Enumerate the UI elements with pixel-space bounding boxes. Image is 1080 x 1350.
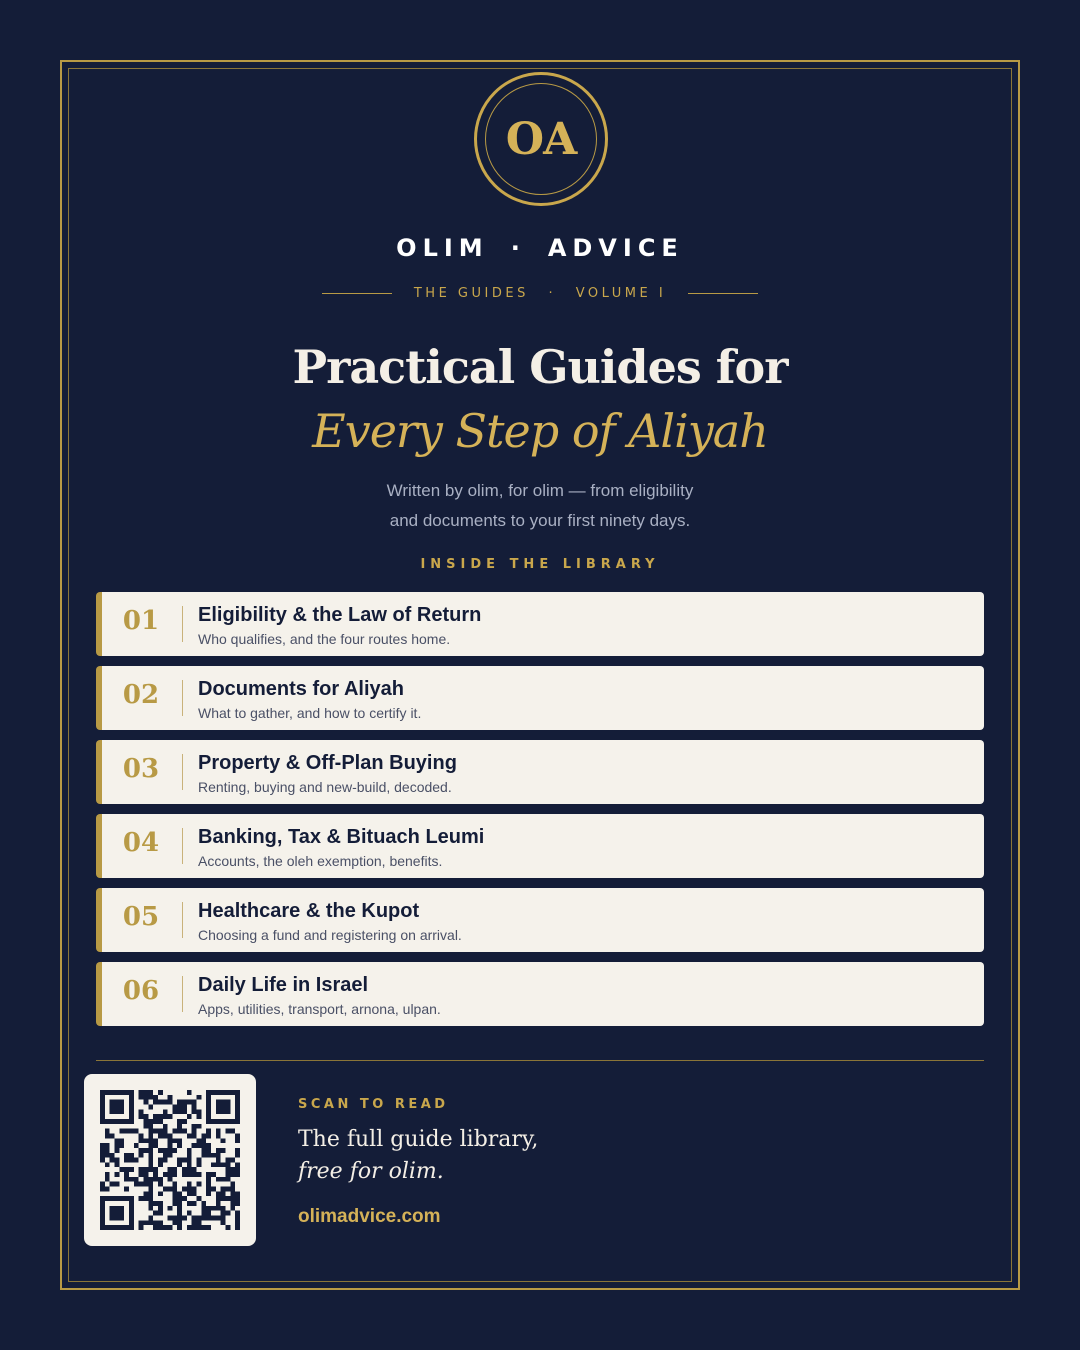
logo-monogram: OA — [485, 83, 597, 195]
guide-divider — [182, 606, 183, 642]
guide-number: 01 — [122, 606, 160, 636]
guide-title: Banking, Tax & Bituach Leumi — [198, 826, 485, 848]
guide-description: What to gather, and how to certify it. — [198, 705, 422, 721]
brand-left: OLIM — [396, 234, 489, 262]
guide-title: Eligibility & the Law of Return — [198, 604, 482, 626]
guide-title: Daily Life in Israel — [198, 974, 369, 996]
scan-tagline-line1: The full guide library, — [298, 1127, 539, 1152]
section-label: INSIDE THE LIBRARY — [420, 557, 660, 572]
guide-description: Choosing a fund and registering on arrival. — [198, 927, 462, 943]
footer-divider — [96, 1060, 984, 1061]
guide-number: 06 — [122, 976, 160, 1006]
guide-title: Healthcare & the Kupot — [198, 900, 420, 922]
guide-card-04[interactable] — [96, 814, 984, 878]
qr-code[interactable] — [84, 1074, 256, 1246]
brand-right: ADVICE — [547, 234, 684, 262]
subtitle-right: VOLUME I — [575, 286, 667, 301]
guide-divider — [182, 828, 183, 864]
headline-line2: Every Step of Aliyah — [312, 404, 768, 458]
guide-card-06[interactable] — [96, 962, 984, 1026]
guide-divider — [182, 902, 183, 938]
headline-line1: Practical Guides for — [292, 340, 788, 394]
scan-label: SCAN TO READ — [298, 1097, 449, 1112]
intro-text — [0, 476, 1080, 536]
guide-number: 05 — [122, 902, 160, 932]
website-link[interactable]: olimadvice.com — [298, 1206, 441, 1227]
qr-code-icon — [100, 1090, 240, 1230]
guide-description: Apps, utilities, transport, arnona, ulpan. — [198, 1001, 441, 1017]
guide-card-01[interactable] — [96, 592, 984, 656]
subtitle-left: THE GUIDES — [413, 286, 529, 301]
subtitle-separator: · — [548, 286, 557, 301]
series-subtitle — [330, 286, 750, 301]
scan-tagline-line2: free for olim. — [298, 1159, 444, 1184]
intro-line2: and documents to your first ninety days. — [389, 511, 691, 530]
guide-number: 02 — [122, 680, 160, 710]
subtitle-text — [414, 286, 666, 301]
guide-number: 03 — [122, 754, 160, 784]
guide-divider — [182, 680, 183, 716]
logo-seal — [474, 72, 608, 206]
brand-name — [0, 234, 1080, 262]
intro-line1: Written by olim, for olim — from eligibility — [386, 481, 694, 500]
guide-title: Property & Off-Plan Buying — [198, 752, 457, 774]
guide-description: Renting, buying and new-build, decoded. — [198, 779, 452, 795]
guide-title: Documents for Aliyah — [198, 678, 404, 700]
guide-divider — [182, 754, 183, 790]
subtitle-rule-right — [688, 293, 758, 294]
guide-number: 04 — [122, 828, 160, 858]
subtitle-rule-left — [322, 293, 392, 294]
guide-card-02[interactable] — [96, 666, 984, 730]
guide-card-05[interactable] — [96, 888, 984, 952]
guide-divider — [182, 976, 183, 1012]
guide-description: Who qualifies, and the four routes home. — [198, 631, 451, 647]
guide-list — [96, 592, 984, 1036]
guide-card-03[interactable] — [96, 740, 984, 804]
guide-description: Accounts, the oleh exemption, benefits. — [198, 853, 443, 869]
brand-separator: · — [510, 234, 526, 262]
